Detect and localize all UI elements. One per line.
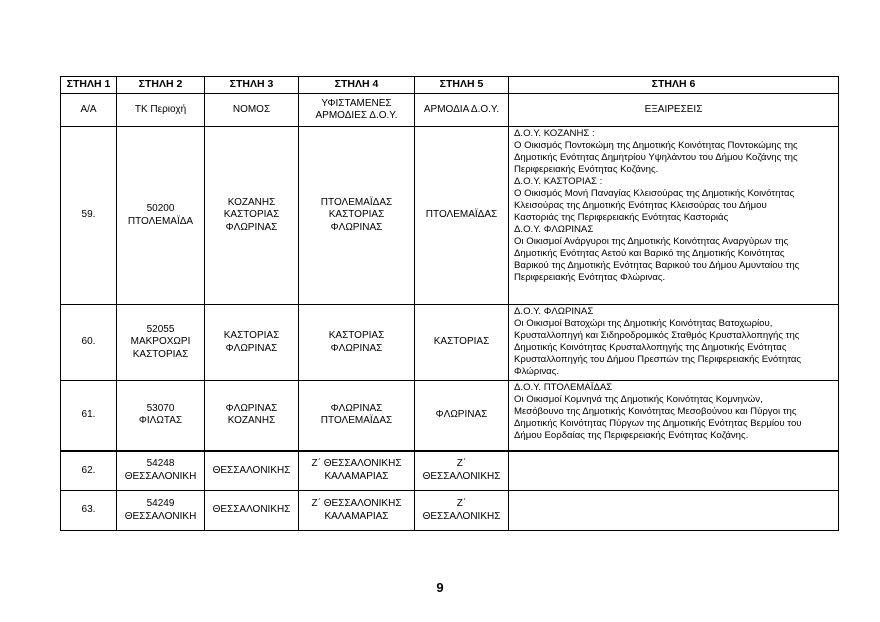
table-row	[61, 381, 839, 451]
column-number: ΣΤΗΛΗ 2	[117, 77, 205, 94]
row-aa: 61.	[61, 381, 117, 451]
header-tk: ΤΚ Περιοχή	[117, 94, 205, 127]
row-tk: 53070 ΦΙΛΩΤΑΣ	[117, 381, 205, 451]
exception-line: Δ.Ο.Υ. ΠΤΟΛΕΜΑΪΔΑΣ	[514, 382, 613, 393]
table-row	[61, 491, 839, 531]
row-competent: Ζ΄ ΘΕΣΣΑΛΟΝΙΚΗΣ	[415, 451, 509, 491]
column-number: ΣΤΗΛΗ 4	[299, 77, 415, 94]
exception-line: Κρυσταλλοπηγή και Σιδηροδρομικός Σταθμός Κρυσταλλοπηγής της	[514, 329, 800, 341]
exception-line: Δ.Ο.Υ. ΦΛΩΡΙΝΑΣ	[514, 223, 594, 235]
row-exceptions	[509, 491, 839, 531]
header-exceptions: ΕΞΑΙΡΕΣΕΙΣ	[509, 94, 839, 127]
row-nomos: ΚΟΖΑΝΗΣ ΚΑΣΤΟΡΙΑΣ ΦΛΩΡΙΝΑΣ	[205, 127, 299, 305]
exception-line: Κλεισούρας της Δημοτικής Ενότητας Κλεισούρας του Δήμου	[514, 199, 767, 211]
row-exceptions	[509, 127, 839, 305]
table-row	[61, 451, 839, 491]
row-competent: ΚΑΣΤΟΡΙΑΣ	[415, 305, 509, 381]
row-aa: 59.	[61, 127, 117, 305]
row-existing: ΦΛΩΡΙΝΑΣ ΠΤΟΛΕΜΑΪΔΑΣ	[299, 381, 415, 451]
header-competent: ΑΡΜΟΔΙΑ Δ.Ο.Υ.	[415, 94, 509, 127]
exception-line: Βαρικού της Δημοτικής Ενότητας Βαρικού του Δήμου Αμυνταίου της	[514, 259, 800, 271]
exception-line: Κρυσταλλοπηγής του Δήμου Πρεσπών της Περιφερειακής Ενότητας	[514, 353, 802, 365]
exception-line: Οι Οικισμοί Κομνηνά της Δημοτικής Κοινότητας Κομνηνών,	[514, 393, 763, 405]
row-exceptions	[509, 381, 839, 451]
row-exceptions	[509, 305, 839, 381]
exception-line: Περιφερειακής Ενότητας Κοζάνης.	[514, 163, 659, 175]
exception-line: Οι Οικισμοί Βατοχώρι της Δημοτικής Κοινότητας Βατοχωρίου,	[514, 317, 773, 329]
exception-line: Δημοτικής Κοινότητας Κρυσταλλοπηγής της Δημοτικής Ενότητας	[514, 341, 787, 353]
column-number: ΣΤΗΛΗ 3	[205, 77, 299, 94]
row-existing: Ζ΄ ΘΕΣΣΑΛΟΝΙΚΗΣ ΚΑΛΑΜΑΡΙΑΣ	[299, 451, 415, 491]
row-aa: 62.	[61, 451, 117, 491]
header-existing: ΥΦΙΣΤΑΜΕΝΕΣ ΑΡΜΟΔΙΕΣ Δ.Ο.Υ.	[299, 94, 415, 127]
header-nomos: ΝΟΜΟΣ	[205, 94, 299, 127]
exception-line: Δημοτικής Ενότητας Δημητρίου Υψηλάντου του Δήμου Κοζάνης της	[514, 151, 798, 163]
exception-line: Δ.Ο.Υ. ΚΑΣΤΟΡΙΑΣ :	[514, 175, 603, 187]
row-aa: 63.	[61, 491, 117, 531]
column-number-row	[61, 77, 839, 94]
exception-line: Δημοτικής Κοινότητας Πύργων της Δημοτικής Ενότητας Βερμίου του	[514, 417, 802, 429]
exception-line: Φλώρινας.	[514, 365, 560, 377]
row-existing: ΠΤΟΛΕΜΑΪΔΑΣ ΚΑΣΤΟΡΙΑΣ ΦΛΩΡΙΝΑΣ	[299, 127, 415, 305]
exception-line: Δ.Ο.Υ. ΚΟΖΑΝΗΣ :	[514, 128, 595, 139]
table-row	[61, 127, 839, 305]
row-competent: ΠΤΟΛΕΜΑΪΔΑΣ	[415, 127, 509, 305]
row-existing: Ζ΄ ΘΕΣΣΑΛΟΝΙΚΗΣ ΚΑΛΑΜΑΡΙΑΣ	[299, 491, 415, 531]
row-tk: 52055 ΜΑΚΡΟΧΩΡΙ ΚΑΣΤΟΡΙΑΣ	[117, 305, 205, 381]
page-number: 9	[436, 580, 444, 595]
exception-line: Ο Οικισμός Ποντοκώμη της Δημοτικής Κοινότητας Ποντοκώμης της	[514, 139, 798, 151]
exception-line: Περιφερειακής Ενότητας Φλώρινας.	[514, 271, 666, 283]
row-nomos: ΚΑΣΤΟΡΙΑΣ ΦΛΩΡΙΝΑΣ	[205, 305, 299, 381]
exception-line: Ο Οικισμός Μονή Παναγίας Κλεισούρας της Δημοτικής Κοινότητας	[514, 187, 795, 199]
row-competent: ΦΛΩΡΙΝΑΣ	[415, 381, 509, 451]
row-nomos: ΘΕΣΣΑΛΟΝΙΚΗΣ	[205, 451, 299, 491]
table-row	[61, 305, 839, 381]
exception-line: Δ.Ο.Υ. ΦΛΩΡΙΝΑΣ	[514, 306, 594, 317]
tax-office-table	[60, 76, 839, 531]
exception-line: Καστοριάς της Περιφερειακής Ενότητας Καστοριάς	[514, 211, 729, 223]
exception-line: Δήμου Εορδαίας της Περιφερειακής Ενότητας Κοζάνης.	[514, 429, 749, 441]
exception-line: Μεσόβουνο της Δημοτικής Κοινότητας Μεσοβούνου και Πύργοι της	[514, 405, 797, 417]
column-number: ΣΤΗΛΗ 6	[509, 77, 839, 94]
row-tk: 54248 ΘΕΣΣΑΛΟΝΙΚΗ	[117, 451, 205, 491]
row-competent: Ζ΄ ΘΕΣΣΑΛΟΝΙΚΗΣ	[415, 491, 509, 531]
exception-line: Δημοτικής Ενότητας Αετού και Βαρικό της Δημοτικής Κοινότητας	[514, 247, 785, 259]
row-tk: 50200 ΠΤΟΛΕΜΑΪΔΑ	[117, 127, 205, 305]
column-number: ΣΤΗΛΗ 5	[415, 77, 509, 94]
row-exceptions	[509, 451, 839, 491]
row-nomos: ΦΛΩΡΙΝΑΣ ΚΟΖΑΝΗΣ	[205, 381, 299, 451]
header-aa: Α/Α	[61, 94, 117, 127]
header-row	[61, 94, 839, 127]
row-aa: 60.	[61, 305, 117, 381]
row-tk: 54249 ΘΕΣΣΑΛΟΝΙΚΗ	[117, 491, 205, 531]
exception-line: Οι Οικισμοί Ανάργυροι της Δημοτικής Κοινότητας Αναργύρων της	[514, 235, 789, 247]
column-number: ΣΤΗΛΗ 1	[61, 77, 117, 94]
row-nomos: ΘΕΣΣΑΛΟΝΙΚΗΣ	[205, 491, 299, 531]
row-existing: ΚΑΣΤΟΡΙΑΣ ΦΛΩΡΙΝΑΣ	[299, 305, 415, 381]
